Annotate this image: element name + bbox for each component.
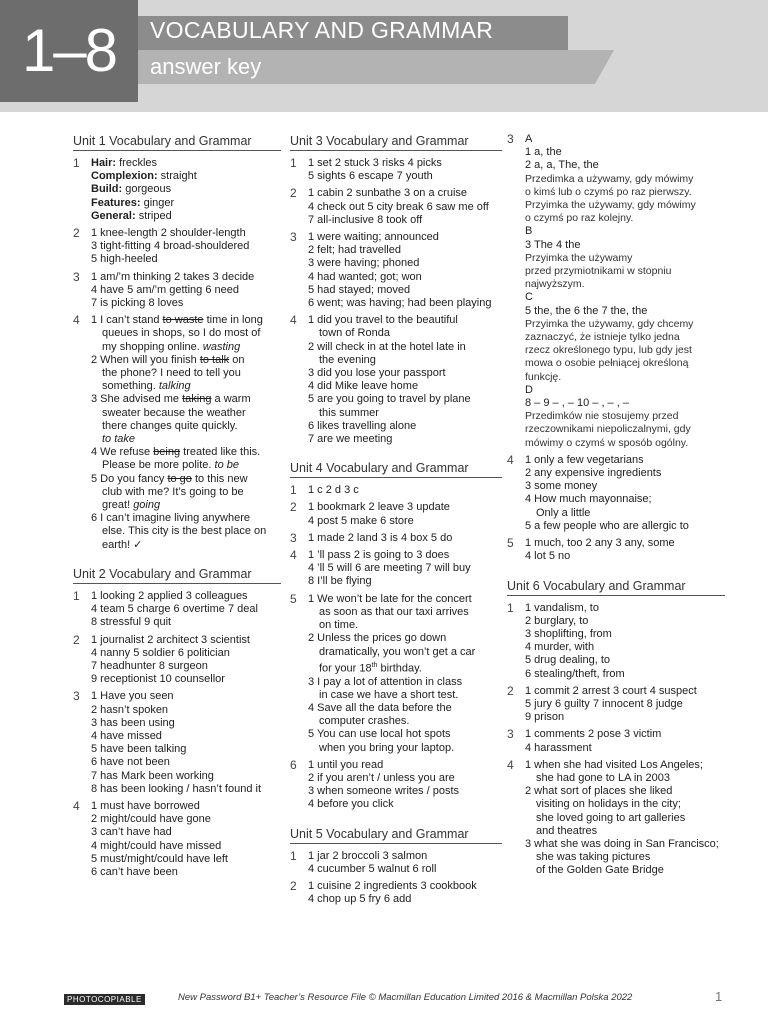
answer-line: visiting on holidays in the city; <box>536 798 681 811</box>
answer-line: 7 has Mark been working <box>91 769 214 782</box>
answer-line: 6 went; was having; had been playing <box>308 297 492 310</box>
answer-line: 8 – 9 – , – 10 – , – , – <box>525 397 629 410</box>
answer-line: when you bring your laptop. <box>319 741 455 754</box>
answer-line: she loved going to art galleries <box>536 811 686 824</box>
answer-line: 1 made 2 land 3 is 4 box 5 do <box>308 531 453 544</box>
answer-line: 1 We won’t be late for the concert <box>308 592 472 605</box>
answer-line: 1 c 2 d 3 c <box>308 484 359 497</box>
answer-line: przed przymiotnikami w stopniu <box>525 265 672 278</box>
answer-line: 4 did Mike leave home <box>308 380 419 393</box>
answer-line: 1 looking 2 applied 3 colleagues <box>91 589 248 602</box>
answer-line: 1 commit 2 arrest 3 court 4 suspect <box>525 684 697 697</box>
answer-line: 2 hasn’t spoken <box>91 703 169 716</box>
exercise-number: 4 <box>73 798 80 813</box>
answer-line: Complexion: straight <box>91 170 197 183</box>
exercise <box>73 227 281 267</box>
copyright-credit: New Password B1+ Teacher’s Resource File © Macmillan Education Limited 2016 & Macmillan Polska 2022 <box>178 992 633 1003</box>
answer-line: 8 I’ll be flying <box>308 575 372 588</box>
exercise <box>290 231 502 310</box>
answer-line: funkcję. <box>525 370 562 383</box>
answer-line: there changes quite quickly. <box>102 419 238 432</box>
answer-line: she had gone to LA in 2003 <box>536 771 670 784</box>
answer-line: 1 journalist 2 architect 3 scientist <box>91 633 250 646</box>
exercise-number: 4 <box>290 548 297 563</box>
answer-line: 8 has been looking / hasn’t found it <box>91 782 262 795</box>
answer-line: 6 likes travelling alone <box>308 419 417 432</box>
answer-column-2 <box>290 133 502 910</box>
answer-line: Build: gorgeous <box>91 183 172 196</box>
answer-line: club with me? It’s going to be <box>102 485 244 498</box>
answer-line: 2 if you aren’t / unless you are <box>308 771 455 784</box>
answer-line: 3 some money <box>525 480 598 493</box>
answer-line: 3 were having; phoned <box>308 257 420 270</box>
answer-line: 2 will check in at the hotel late in <box>308 340 466 353</box>
exercise <box>290 187 502 227</box>
answer-line: 9 prison <box>525 711 565 724</box>
answer-line: Przedimka a używamy, gdy mówimy <box>525 172 694 185</box>
answer-line: 1 until you read <box>308 758 384 771</box>
answer-line: great! going <box>102 499 161 512</box>
answer-line: Features: ginger <box>91 196 175 209</box>
answer-line: the evening <box>319 353 376 366</box>
exercise <box>507 454 725 533</box>
answer-line: 1 comments 2 pose 3 victim <box>525 728 662 741</box>
unit-heading: Unit 1 Vocabulary and Grammar <box>73 133 281 151</box>
answer-line: 5 high-heeled <box>91 253 158 266</box>
answer-line: 6 have not been <box>91 756 170 769</box>
answer-line: 3 can’t have had <box>91 826 172 839</box>
answer-line: 8 stressful 9 quit <box>91 616 172 629</box>
answer-line: 1 only a few vegetarians <box>525 453 644 466</box>
page-subtitle: answer key <box>150 54 262 79</box>
unit-heading: Unit 6 Vocabulary and Grammar <box>507 578 725 596</box>
answer-line: 2 what sort of places she liked <box>525 785 673 798</box>
answer-line: 3 tight-fitting 4 broad-shouldered <box>91 240 250 253</box>
exercise-number: 3 <box>507 727 514 742</box>
photocopiable-badge: PHOTOCOPIABLE <box>64 994 145 1005</box>
exercise <box>290 532 502 545</box>
answer-line: 4 before you click <box>308 798 394 811</box>
answer-line: 5 a few people who are allergic to <box>525 519 689 532</box>
exercise-number: 5 <box>290 591 297 606</box>
answer-line: of the Golden Gate Bridge <box>536 864 664 877</box>
answer-line: 2 felt; had travelled <box>308 244 401 257</box>
answer-line: 1 set 2 stuck 3 risks 4 picks <box>308 157 442 169</box>
answer-line: 5 sights 6 escape 7 youth <box>308 170 433 183</box>
exercise-number: 4 <box>507 452 514 467</box>
answer-line: 2 Unless the prices go down <box>308 632 447 645</box>
answer-line: rzecz określonego typu, lub gdy jest <box>525 344 692 357</box>
exercise <box>73 314 281 552</box>
answer-line: 1 cabin 2 sunbathe 3 on a cruise <box>308 187 468 200</box>
answer-line: Przyimka the używamy, gdy mówimy <box>525 199 696 212</box>
answer-line: 4 How much mayonnaise; <box>525 493 652 506</box>
answer-line: in case we have a short test. <box>319 688 459 701</box>
answer-line: she was taking pictures <box>536 851 651 864</box>
exercise-number: 1 <box>73 156 80 170</box>
answer-line: Przedimków nie stosujemy przed <box>525 410 679 423</box>
answer-line: and theatres <box>536 824 598 837</box>
answer-line: 3 when someone writes / posts <box>308 785 460 798</box>
answer-line: 1 I can’t stand to waste time in long <box>91 314 263 327</box>
answer-line: najwyższym. <box>525 278 585 291</box>
answer-line: earth! ✓ <box>102 538 143 551</box>
answer-line: 4 ’ll 5 will 6 are meeting 7 will buy <box>308 562 471 575</box>
answer-line: 4 had wanted; got; won <box>308 270 422 283</box>
answer-line: something. talking <box>102 380 191 393</box>
answer-line: 5 have been talking <box>91 743 187 756</box>
answer-line: the phone? I need to tell you <box>102 367 241 380</box>
unit-range-number: 1–8 <box>0 0 138 102</box>
exercise-number: 1 <box>507 600 514 615</box>
exercise-number: 1 <box>73 588 80 603</box>
answer-line: 4 cucumber 5 walnut 6 roll <box>308 862 437 875</box>
answer-line: as soon as that our taxi arrives <box>319 605 469 618</box>
exercise <box>290 880 502 906</box>
exercise <box>290 314 502 446</box>
answer-line: 6 I can’t imagine living anywhere <box>91 512 250 525</box>
answer-line: 4 lot 5 no <box>525 550 571 563</box>
exercise-number: 2 <box>507 683 514 698</box>
answer-line: rzeczownikami niepoliczalnymi, gdy <box>525 423 691 436</box>
answer-line: o czymś po raz kolejny. <box>525 212 634 225</box>
answer-line: 7 are we meeting <box>308 433 393 446</box>
exercise-number: 5 <box>507 536 514 551</box>
exercise <box>290 157 502 183</box>
answer-line: 5 Do you fancy to go to this new <box>91 472 248 485</box>
answer-line: C <box>525 291 533 304</box>
answer-line: 5 had stayed; moved <box>308 283 411 296</box>
answer-line: 5 drug dealing, to <box>525 654 611 667</box>
answer-line: mowa o osobie pełniącej określoną <box>525 357 689 370</box>
exercise <box>73 271 281 311</box>
answer-line: 2 a, a, The, the <box>525 159 599 172</box>
exercise-number: 6 <box>290 757 297 772</box>
answer-line: 1 cuisine 2 ingredients 3 cookbook <box>308 880 477 892</box>
exercise-number: 3 <box>73 689 80 704</box>
answer-line: 4 Save all the data before the <box>308 701 452 714</box>
answer-line: 1 when she had visited Los Angeles; <box>525 758 703 771</box>
answer-line: 5 the, the 6 the 7 the, the <box>525 304 648 317</box>
exercise <box>290 501 502 527</box>
answer-line: sweater because the weather <box>102 406 246 419</box>
answer-line: 4 nanny 5 soldier 6 politician <box>91 646 230 659</box>
answer-line: 4 might/could have missed <box>91 839 222 852</box>
exercise-number: 1 <box>290 848 297 863</box>
exercise <box>507 685 725 725</box>
answer-line: 1 were waiting; announced <box>308 231 439 244</box>
answer-line: 4 chop up 5 fry 6 add <box>308 893 412 906</box>
answer-line: on time. <box>319 619 359 632</box>
answer-line: dramatically, you won’t get a car <box>319 645 476 658</box>
answer-line: 5 jury 6 guilty 7 innocent 8 judge <box>525 697 683 710</box>
answer-line: Please be more polite. to be <box>102 459 239 472</box>
answer-line: 2 burglary, to <box>525 614 589 627</box>
answer-line: 1 vandalism, to <box>525 601 599 614</box>
answer-line: 3 shoplifting, from <box>525 627 612 640</box>
answer-line: 1 bookmark 2 leave 3 update <box>308 501 450 514</box>
exercise <box>73 157 281 223</box>
exercise <box>290 549 502 589</box>
answer-column-3 <box>507 133 725 882</box>
answer-line: 4 murder, with <box>525 641 595 654</box>
answer-line: 6 can’t have been <box>91 865 178 878</box>
answer-line: 4 post 5 make 6 store <box>308 514 414 527</box>
answer-line: 1 ’ll pass 2 is going to 3 does <box>308 549 450 562</box>
answer-line: B <box>525 225 533 238</box>
answer-line: 1 Have you seen <box>91 690 174 703</box>
exercise <box>73 634 281 687</box>
page-title: VOCABULARY AND GRAMMAR <box>150 17 494 43</box>
exercise-number: 3 <box>290 230 297 245</box>
answer-line: Przyimka the używamy, gdy chcemy <box>525 317 694 330</box>
exercise <box>507 602 725 681</box>
answer-line: 3 The 4 the <box>525 238 581 251</box>
exercise-number: 2 <box>290 879 297 893</box>
answer-line: to take <box>102 433 136 446</box>
answer-line: 4 have missed <box>91 729 162 742</box>
answer-column-1 <box>73 133 281 883</box>
answer-line: 7 all-inclusive 8 took off <box>308 213 423 226</box>
answer-line: 2 might/could have gone <box>91 813 211 826</box>
exercise-number: 3 <box>507 132 514 146</box>
answer-line: 3 has been using <box>91 716 175 729</box>
answer-line: town of Ronda <box>319 327 390 340</box>
exercise <box>507 537 725 563</box>
answer-line: 1 a, the <box>525 146 562 159</box>
answer-line: Przyimka the używamy <box>525 251 633 264</box>
exercise-number: 2 <box>290 186 297 201</box>
exercise-number: 2 <box>290 500 297 515</box>
answer-line: 3 I pay a lot of attention in class <box>308 675 463 688</box>
exercise <box>507 133 725 450</box>
exercise <box>290 850 502 876</box>
answer-line: 3 did you lose your passport <box>308 367 446 380</box>
exercise-number: 1 <box>290 156 297 170</box>
exercise-number: 2 <box>73 226 80 241</box>
exercise-number: 1 <box>290 483 297 498</box>
answer-line: mówimy o czymś w sposób ogólny. <box>525 436 689 449</box>
answer-line: queues in shops, so I do most of <box>102 327 261 340</box>
answer-line: this summer <box>319 406 379 419</box>
exercise <box>73 690 281 796</box>
exercise-number: 3 <box>73 269 80 284</box>
answer-line: Only a little <box>536 506 591 519</box>
answer-line: 1 did you travel to the beautiful <box>308 314 458 327</box>
exercise <box>73 800 281 879</box>
answer-line: 7 is picking 8 loves <box>91 297 184 310</box>
answer-line: 1 am/’m thinking 2 takes 3 decide <box>91 270 255 283</box>
exercise-number: 4 <box>507 757 514 772</box>
answer-line: 4 have 5 am/’m getting 6 need <box>91 283 239 296</box>
exercise <box>290 759 502 812</box>
answer-line: 5 are you going to travel by plane <box>308 393 471 406</box>
answer-line: General: striped <box>91 209 172 222</box>
answer-line: o kimś lub o czymś po raz pierwszy. <box>525 185 692 198</box>
answer-line: 3 She advised me taking a warm <box>91 393 251 406</box>
answer-line: my shopping online. wasting <box>102 340 241 353</box>
answer-line: 1 must have borrowed <box>91 799 200 812</box>
answer-line: D <box>525 383 533 396</box>
unit-heading: Unit 5 Vocabulary and Grammar <box>290 826 502 844</box>
unit-heading: Unit 3 Vocabulary and Grammar <box>290 133 502 151</box>
page-footer <box>0 988 768 1018</box>
exercise-number: 4 <box>290 313 297 328</box>
exercise <box>73 590 281 630</box>
exercise <box>290 484 502 497</box>
answer-line: 7 headhunter 8 surgeon <box>91 659 208 672</box>
answer-line: 1 jar 2 broccoli 3 salmon <box>308 849 428 862</box>
answer-line: 5 You can use local hot spots <box>308 728 451 741</box>
exercise-number: 3 <box>290 530 297 545</box>
exercise-number: 4 <box>73 313 80 328</box>
unit-heading: Unit 2 Vocabulary and Grammar <box>73 566 281 584</box>
answer-line: 3 what she was doing in San Francisco; <box>525 837 719 850</box>
exercise-number: 2 <box>73 632 80 647</box>
answer-line: 9 receptionist 10 counsellor <box>91 673 225 686</box>
answer-line: 1 knee-length 2 shoulder-length <box>91 227 246 240</box>
answer-line: 4 We refuse being treated like this. <box>91 446 261 459</box>
answer-line: 4 check out 5 city break 6 saw me off <box>308 200 489 213</box>
answer-line: 6 stealing/theft, from <box>525 667 625 680</box>
answer-line: 1 much, too 2 any 3 any, some <box>525 537 675 550</box>
answer-line: 5 must/might/could have left <box>91 852 228 865</box>
exercise <box>290 593 502 755</box>
answer-line: 4 team 5 charge 6 overtime 7 deal <box>91 603 258 616</box>
answer-line: else. This city is the best place on <box>102 525 267 538</box>
answer-line: 2 When will you finish to talk on <box>91 353 245 366</box>
exercise <box>507 759 725 878</box>
answer-line: 2 any expensive ingredients <box>525 467 662 480</box>
unit-heading: Unit 4 Vocabulary and Grammar <box>290 460 502 478</box>
answer-line: for your 18th birthday. <box>319 661 422 675</box>
exercise <box>507 728 725 754</box>
page-number: 1 <box>715 989 723 1004</box>
answer-line: zaznaczyć, że istnieje tylko jedna <box>525 331 680 344</box>
answer-line: A <box>525 133 533 145</box>
answer-line: 4 harassment <box>525 741 592 754</box>
answer-line: Hair: freckles <box>91 157 158 169</box>
answer-line: computer crashes. <box>319 715 410 728</box>
